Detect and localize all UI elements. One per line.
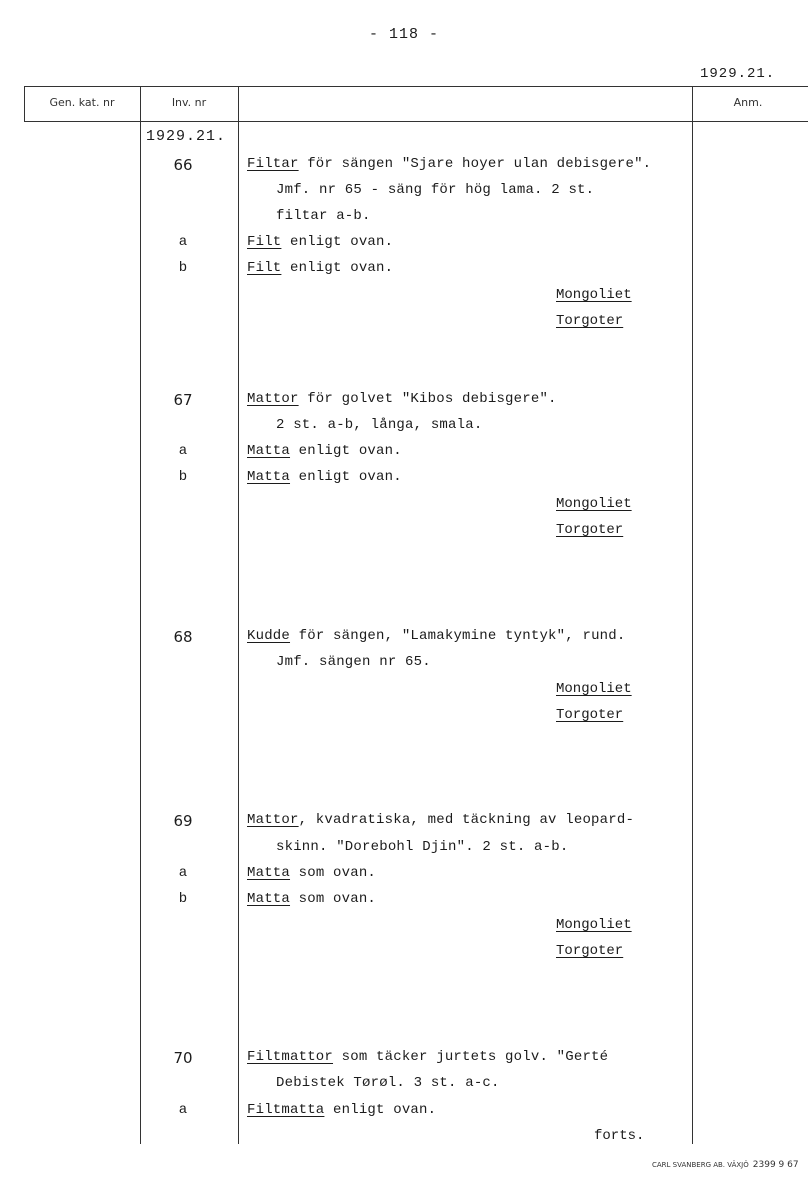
entry-68-place-country: Mongoliet — [556, 681, 632, 697]
entry-67-place-country: Mongoliet — [556, 496, 632, 512]
sub-letter-70a: a — [178, 1102, 188, 1118]
sub-letter-69b: b — [178, 891, 188, 907]
column-divider-text — [238, 86, 239, 1144]
page-number: - 118 - — [368, 26, 439, 43]
entry-70-line-2: Debistek Tørøl. 3 st. a-c. — [276, 1075, 500, 1091]
printer-name: CARL SVANBERG AB. VÄXJÖ — [652, 1161, 749, 1169]
entry-66-place-people: Torgoter — [556, 313, 624, 329]
entry-69b — [247, 891, 376, 907]
entry-67a-keyword: Matta — [247, 443, 291, 459]
sub-letter-69a: a — [178, 865, 188, 881]
entry-70-description: som täcker jurtets golv. "Gerté — [333, 1049, 609, 1065]
entry-66b — [247, 260, 393, 276]
entry-67b — [247, 469, 402, 485]
entry-66a — [247, 234, 393, 250]
entry-70a — [247, 1102, 436, 1118]
entry-67-line-1 — [247, 391, 557, 407]
header-inv-nr: Inv. nr — [171, 96, 207, 109]
entry-68-line-2: Jmf. sängen nr 65. — [276, 654, 431, 670]
entry-69b-keyword: Matta — [247, 891, 291, 907]
inv-number-68: 68 — [173, 628, 193, 646]
entry-70a-text: enligt ovan. — [324, 1102, 437, 1118]
entry-66-line-2: Jmf. nr 65 - säng för hög lama. 2 st. — [276, 182, 595, 198]
entry-69a-keyword: Matta — [247, 865, 291, 881]
entry-69b-text: som ovan. — [290, 891, 377, 907]
entry-69a — [247, 865, 376, 881]
entry-66a-text: enligt ovan. — [281, 234, 394, 250]
sub-letter-67b: b — [178, 469, 188, 485]
entry-67-description: för golvet "Kibos debisgere". — [298, 391, 557, 407]
entry-67a-text: enligt ovan. — [290, 443, 402, 459]
entry-69-keyword: Mattor — [247, 812, 299, 828]
entry-66-place-country: Mongoliet — [556, 287, 632, 303]
entry-66-line-1 — [247, 156, 651, 172]
entry-69-description: , kvadratiska, med täckning av leopard- — [298, 812, 635, 828]
header-anm: Anm. — [733, 96, 763, 109]
entry-67b-text: enligt ovan. — [290, 469, 402, 485]
column-divider-anm — [692, 86, 693, 1144]
entry-66b-keyword: Filt — [247, 260, 282, 276]
sub-letter-66b: b — [178, 260, 188, 276]
entry-67-keyword: Mattor — [247, 391, 299, 407]
entry-67-place-people: Torgoter — [556, 522, 624, 538]
entry-66b-text: enligt ovan. — [281, 260, 394, 276]
form-code: 2399 9 67 — [752, 1160, 799, 1170]
entry-66a-keyword: Filt — [247, 234, 282, 250]
entry-69-line-2: skinn. "Dorebohl Djin". 2 st. a-b. — [276, 839, 569, 855]
entry-66-description: för sängen "Sjare hoyer ulan debisgere". — [298, 156, 652, 172]
inv-number-69: 69 — [173, 812, 193, 830]
series-number: 1929.21. — [146, 128, 227, 145]
entry-67a — [247, 443, 402, 459]
entry-70-line-1 — [247, 1049, 608, 1065]
series-number-top: 1929.21. — [700, 66, 776, 82]
table-top-rule — [24, 86, 808, 87]
entry-69a-text: som ovan. — [290, 865, 377, 881]
entry-70a-keyword: Filtmatta — [247, 1102, 325, 1118]
entry-69-line-1 — [247, 812, 634, 828]
entry-67-line-2: 2 st. a-b, långa, smala. — [276, 417, 483, 433]
entry-70-keyword: Filtmattor — [247, 1049, 334, 1065]
table-header-rule — [24, 121, 808, 122]
printer-imprint — [652, 1160, 799, 1170]
entry-68-description: för sängen, "Lamakymine tyntyk", rund. — [290, 628, 626, 644]
entry-69-place-people: Torgoter — [556, 943, 624, 959]
entry-66-keyword: Filtar — [247, 156, 299, 172]
entry-67b-keyword: Matta — [247, 469, 291, 485]
inv-number-70: 70 — [173, 1049, 193, 1067]
entry-69-place-country: Mongoliet — [556, 917, 632, 933]
header-gen-kat-nr: Gen. kat. nr — [49, 96, 115, 109]
inv-number-67: 67 — [173, 391, 193, 409]
continued-note: forts. — [594, 1128, 645, 1144]
entry-68-keyword: Kudde — [247, 628, 291, 644]
entry-68-line-1 — [247, 628, 625, 644]
entry-66-line-3: filtar a-b. — [276, 208, 371, 224]
inv-number-66: 66 — [173, 156, 193, 174]
entry-68-place-people: Torgoter — [556, 707, 624, 723]
sub-letter-66a: a — [178, 234, 188, 250]
sub-letter-67a: a — [178, 443, 188, 459]
